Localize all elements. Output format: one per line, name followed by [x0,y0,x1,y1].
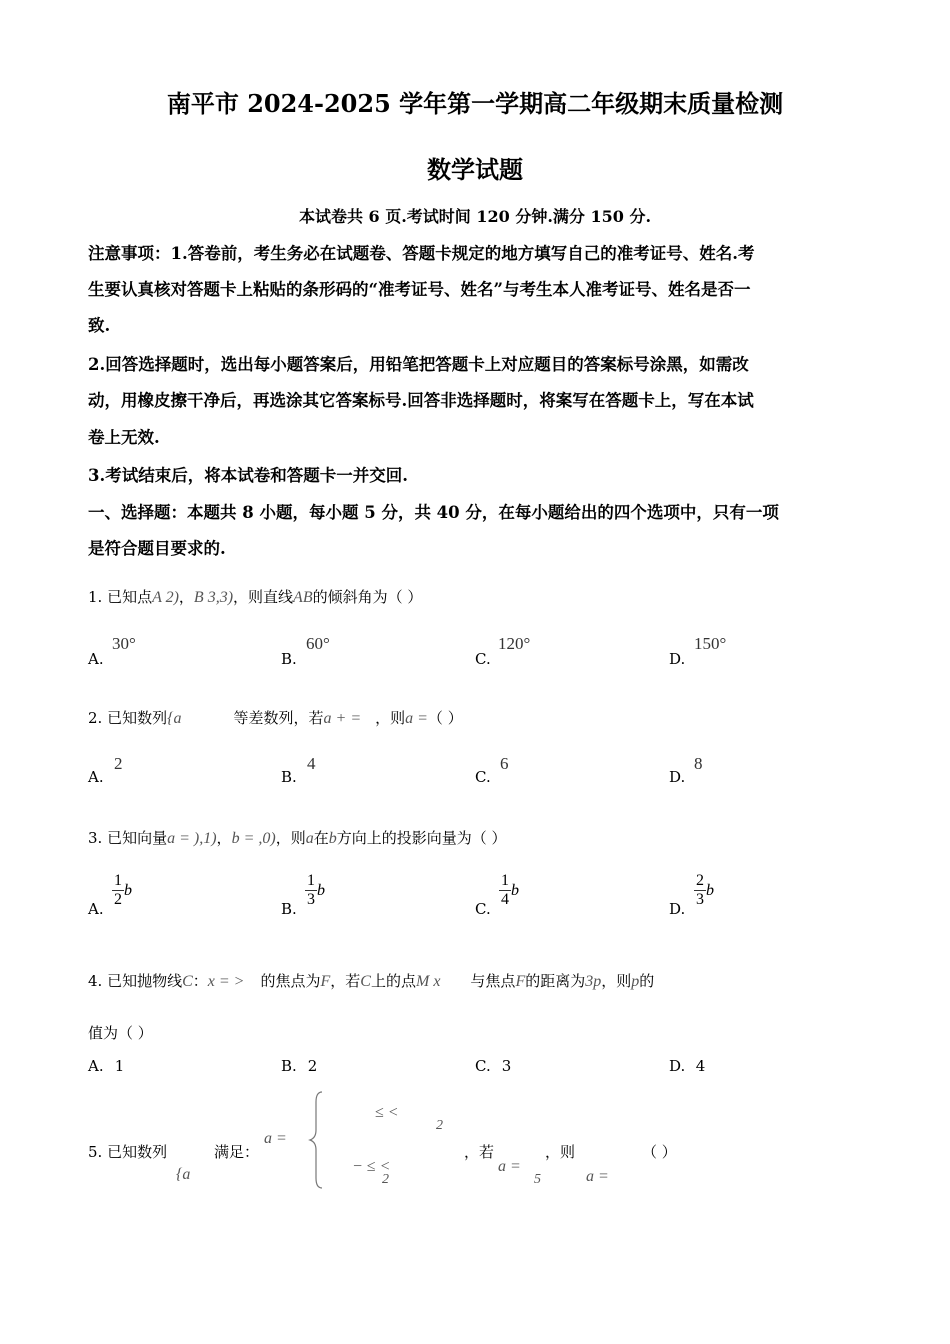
q4-option-c[interactable] [475,1057,511,1075]
q1-point-a: A 2) [152,589,179,606]
q4-option-d[interactable] [669,1057,705,1075]
q4-prefix: 4. 已知抛物线 [88,972,183,990]
q5-sequence: {a [176,1166,191,1183]
q4-curve-c2: C [360,973,371,990]
q3-option-d[interactable] [669,900,685,918]
frac-num: 1 [501,872,509,889]
fraction [694,872,706,909]
q3-text: ，则 [275,829,306,847]
notice-line: 注意事项：1.答卷前，考生务必在试题卷、答题卡规定的地方填写自己的准考证号、姓名.考 [88,244,755,263]
q5-text: （ ） [642,1143,677,1161]
question-1 [88,586,422,607]
q3-text: 在 [313,829,329,847]
q4-text: 的 [639,972,655,990]
option-label: D. [669,1057,686,1075]
question-2 [88,707,463,728]
q3-option-c-value [499,872,519,909]
q2-option-c[interactable] [475,768,491,786]
vector-b: b [124,882,132,899]
option-label: C. [475,650,491,668]
q4-equation: x = > [207,973,245,990]
option-label: A. [88,1057,104,1075]
q2-option-a[interactable] [88,768,104,786]
fraction [112,872,124,909]
option-label: A. [88,768,104,786]
q4-p: p [631,973,640,990]
frac-den: 3 [696,891,704,908]
q4-option-a[interactable] [88,1057,124,1075]
q5-case-1: ≤ < [375,1104,399,1121]
q5-case-2: − ≤ < [352,1158,391,1175]
q5-case-2-num: 2 [382,1172,389,1187]
q2-prefix: 2. 已知数列 [88,709,168,727]
notice-line: 卷上无效. [88,428,160,447]
q4-option-b[interactable] [281,1057,317,1075]
q2-option-c-value: 6 [500,754,509,773]
q2-text: （ ） [427,709,463,727]
option-label: A. [88,650,104,668]
q1-option-d[interactable] [669,650,685,668]
option-label: D. [669,650,686,668]
q1-option-b-value: 60° [306,634,330,653]
option-value: 3 [501,1057,512,1075]
q2-option-b-value: 4 [307,754,316,773]
option-label: B. [281,650,297,668]
vector-b: b [317,882,325,899]
q3-option-d-value [694,872,714,909]
option-label: C. [475,900,491,918]
question-3 [88,827,507,848]
q1-option-a-value: 30° [112,634,136,653]
option-label: B. [281,1057,297,1075]
q4-text: ，则 [601,972,632,990]
page-subtitle: 数学试题 [427,155,523,184]
q4-curve-c: C [182,973,193,990]
q4-text: 上的点 [370,972,416,990]
q3-option-a[interactable] [88,900,104,918]
notice-line: 致. [88,316,111,335]
fraction [499,872,511,909]
q2-text: ，则 [375,709,406,727]
section-heading: 一、选择题：本题共 8 小题，每小题 5 分，共 40 分，在每小题给出的四个选项中，只有一项 [88,503,779,522]
q4-point-m: M x [415,973,441,990]
q5-text: ，若 [464,1143,495,1161]
q5-initial: a = [498,1158,521,1175]
option-label: D. [669,768,686,786]
q5-initial-value: 5 [534,1172,541,1187]
q4-text: 的距离为 [525,972,586,990]
option-label: B. [281,900,297,918]
q1-option-b[interactable] [281,650,297,668]
frac-den: 4 [501,891,509,908]
frac-num: 1 [307,872,315,889]
q4-focus-f: F [320,973,331,990]
q4-line2: 值为（ ） [88,1024,153,1042]
q3-option-c[interactable] [475,900,491,918]
q3-a: a [305,830,314,847]
q1-option-a[interactable] [88,650,104,668]
option-label: C. [475,768,491,786]
frac-den: 2 [114,891,122,908]
notice-line: 2.回答选择题时，选出每小题答案后，用铅笔把答题卡上对应题目的答案标号涂黑，如需改 [88,355,749,374]
q3-option-a-value [112,872,132,909]
q5-case-1-frac: 2 [436,1118,443,1133]
option-value: 4 [695,1057,706,1075]
option-label: A. [88,900,104,918]
q1-line-ab: AB [293,589,313,606]
option-label: B. [281,768,297,786]
q3-option-b[interactable] [281,900,297,918]
q1-sep: ， [178,588,194,606]
q2-condition: a + = [323,710,362,727]
notice-line: 生要认真核对答题卡上粘贴的条形码的“准考证号、姓名”与考生本人准考证号、姓名是否一 [88,280,751,299]
q2-target: a = [405,710,428,727]
q2-text: 等差数列，若 [233,709,324,727]
q2-option-d[interactable] [669,768,685,786]
frac-den: 3 [307,891,315,908]
q4-text: ，若 [330,972,361,990]
q4-text: 的焦点为 [260,972,321,990]
q2-sequence: {a [167,710,182,727]
notice-line: 动，用橡皮擦干净后，再选涂其它答案标号.回答非选择题时，将案写在答题卡上，写在本试 [88,391,754,410]
q2-option-a-value: 2 [114,754,123,773]
q5-recurrence: a = [264,1130,287,1147]
option-label: C. [475,1057,491,1075]
q3-vector-a: a = ),1) [167,830,217,847]
option-value: 1 [114,1057,125,1075]
q3-option-b-value [305,872,325,909]
q5-target: a = [586,1168,609,1185]
notice-line: 3.考试结束后，将本试卷和答题卡一并交回. [88,466,408,485]
q1-option-c[interactable] [475,650,491,668]
q3-text: 方向上的投影向量为（ ） [336,829,507,847]
q1-text: 的倾斜角为（ ） [312,588,423,606]
question-4 [88,970,654,991]
q2-option-d-value: 8 [694,754,703,773]
q4-text: 与焦点 [470,972,516,990]
left-brace-icon [308,1090,328,1190]
q4-focus-f2: F [515,973,526,990]
frac-num: 2 [696,872,704,889]
vector-b: b [511,882,519,899]
q4-text: ： [192,972,208,990]
q1-text: ，则直线 [233,588,294,606]
q3-b: b [328,830,337,847]
q1-option-c-value: 120° [498,634,531,653]
q2-option-b[interactable] [281,768,297,786]
exam-meta: 本试卷共 6 页.考试时间 120 分钟.满分 150 分. [298,207,652,226]
q3-prefix: 3. 已知向量 [88,829,168,847]
q5-text: ，则 [545,1143,576,1161]
q1-prefix: 1. 已知点 [88,588,153,606]
page-title: 南平市 2024-2025 学年第一学期高二年级期末质量检测 [166,89,784,118]
q3-vector-b: b = ,0) [231,830,276,847]
fraction [305,872,317,909]
question-5-prefix: 5. 已知数列 [88,1143,168,1161]
option-value: 2 [307,1057,318,1075]
q1-point-b: B 3,3) [193,589,234,606]
frac-num: 1 [114,872,122,889]
section-heading: 是符合题目要求的. [88,539,226,558]
q1-option-d-value: 150° [694,634,727,653]
vector-b: b [706,882,714,899]
q3-sep: ， [216,829,232,847]
q4-distance: 3p [585,973,602,990]
option-label: D. [669,900,686,918]
q5-text: 满足： [214,1143,260,1161]
